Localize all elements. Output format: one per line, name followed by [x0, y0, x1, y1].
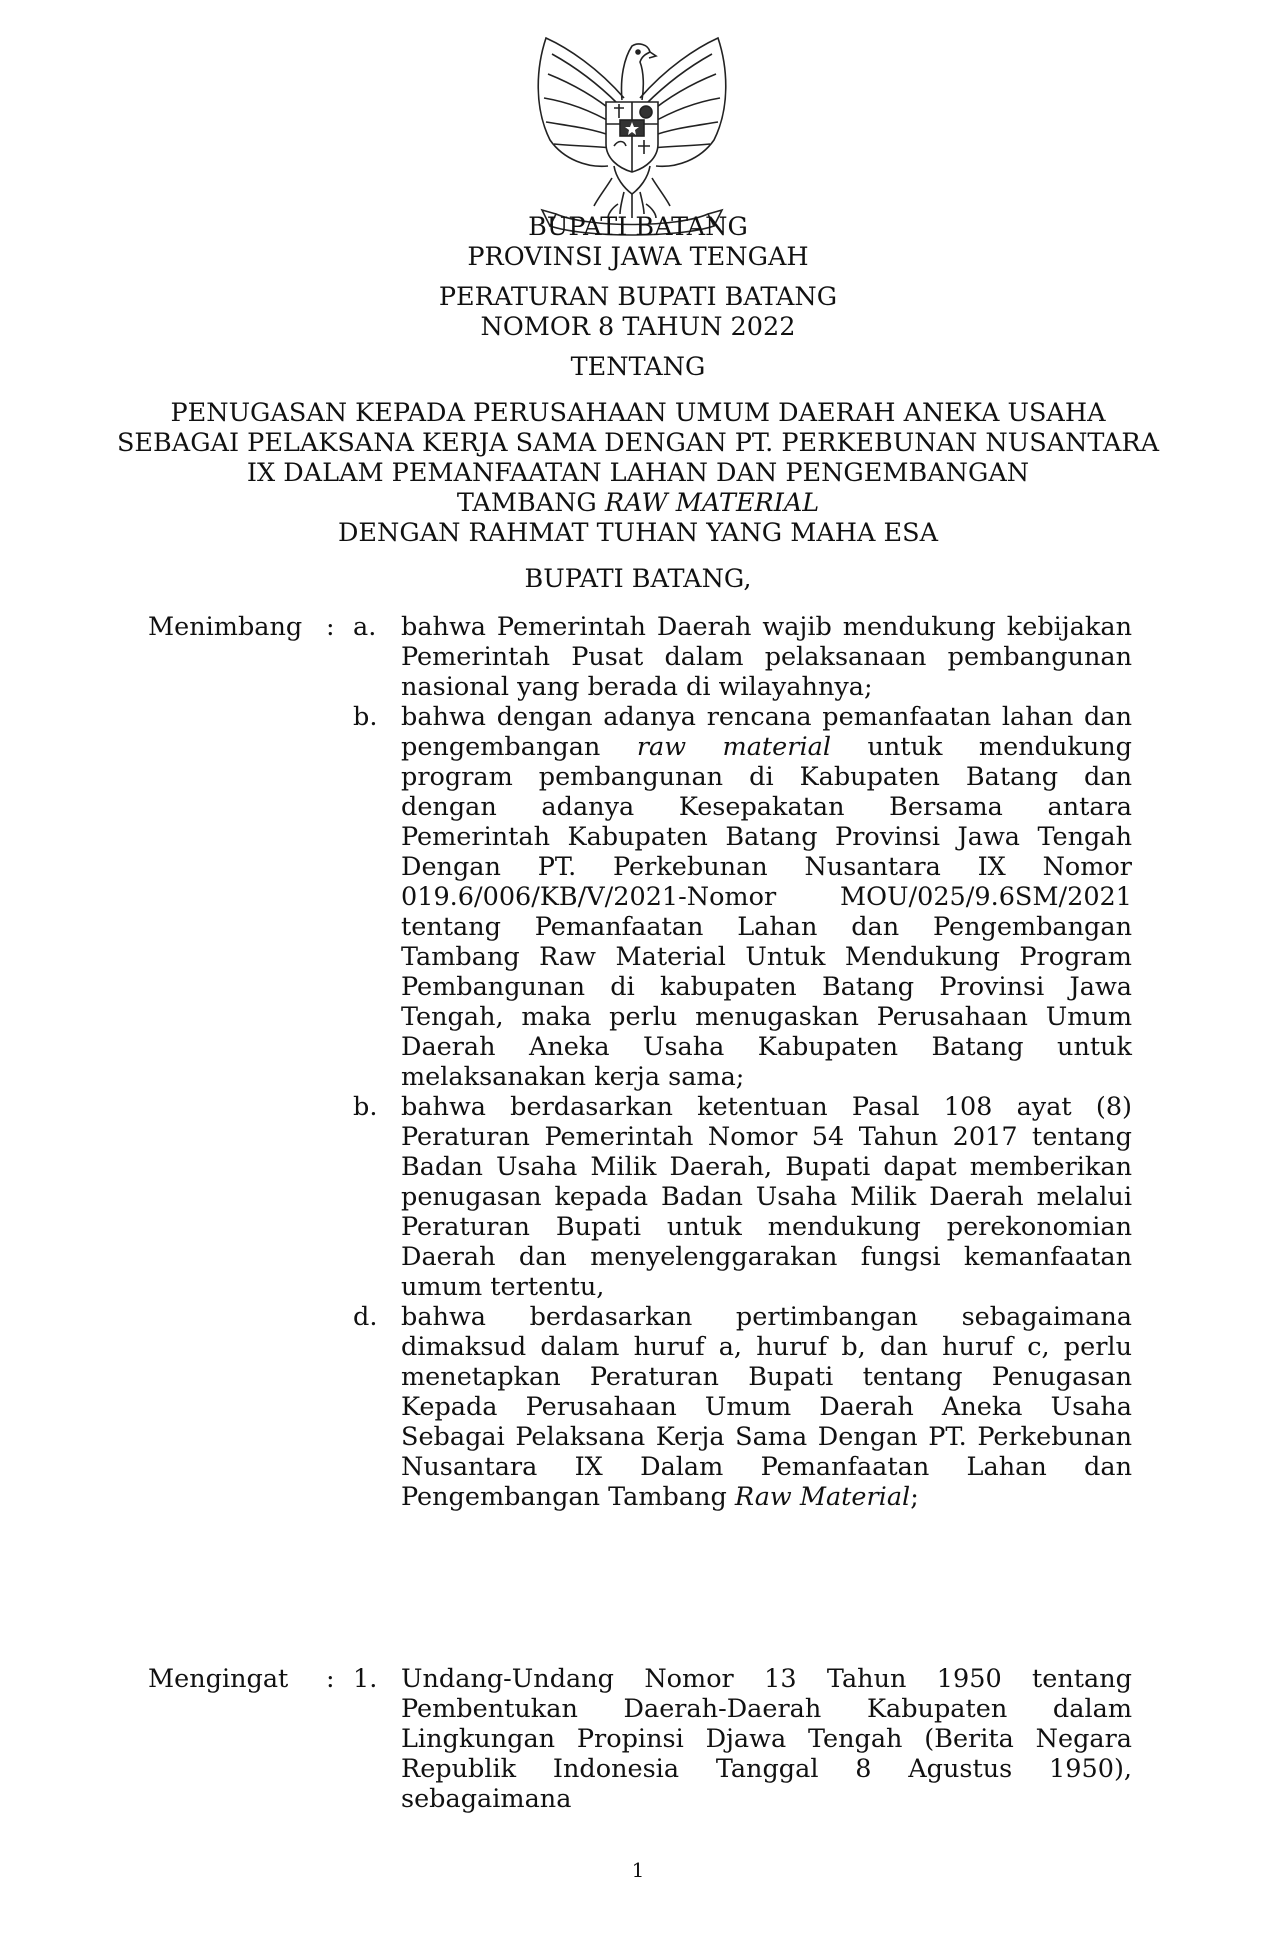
- blessing-line: [0, 518, 1276, 548]
- menimbang-section: [148, 612, 1132, 1512]
- menimbang-label: Menimbang: [148, 612, 303, 642]
- menimbang-item: [353, 612, 1132, 702]
- item-text: [401, 1302, 1132, 1512]
- issuer-line-1: BUPATI BATANG: [528, 212, 748, 242]
- item-marker: b.: [353, 1092, 378, 1122]
- item-text: bahwa Pemerintah Daerah wajib mendukung kebijakan Pemerintah Pusat dalam pelaksanaan pembangunan nasional yang berada di wilayahnya;: [401, 612, 1132, 702]
- garuda-pancasila-emblem: [528, 28, 736, 238]
- subject-line-4: [0, 488, 1276, 518]
- tentang-label: TENTANG: [570, 352, 706, 382]
- issuer-heading: [0, 212, 1276, 272]
- blessing-text: DENGAN RAHMAT TUHAN YANG MAHA ESA: [337, 518, 939, 548]
- item-text: Undang-Undang Nomor 13 Tahun 1950 tentang Pembentukan Daerah-Daerah Kabupaten dalam Lingkungan Propinsi Djawa Tengah (Berita Negara Republik Indonesia Tanggal 8 Agustus 1950), sebagaimana: [401, 1664, 1132, 1814]
- regulation-heading: [0, 282, 1276, 342]
- item-text-pre: bahwa dengan adanya rencana pemanfaatan lahan dan pengembangan: [401, 702, 1132, 762]
- mengingat-label: Mengingat: [148, 1664, 289, 1694]
- menimbang-item: [353, 702, 1132, 1092]
- item-text: [401, 702, 1132, 1092]
- item-text-post: untuk mendukung program pembangunan di Kabupaten Batang dan dengan adanya Kesepakatan Bersama antara Pemerintah Kabupaten Batang Provinsi Jawa Tengah Dengan PT. Perkebunan Nusantara IX Nomor 019.6/006/KB/V/2021-Nomor MOU/025/9.6SM/2021 tentang Pemanfaatan Lahan dan Pengembangan Tambang Raw Material Untuk Mendukung Program Pembangunan di kabupaten Batang Provinsi Jawa Tengah, maka perlu menugaskan Perusahaan Umum Daerah Aneka Usaha Kabupaten Batang untuk melaksanakan kerja sama;: [401, 732, 1132, 1092]
- mengingat-item: [353, 1664, 1132, 1814]
- tentang-heading: [0, 352, 1276, 382]
- menimbang-item: [353, 1302, 1132, 1512]
- menimbang-item: [353, 1092, 1132, 1302]
- mengingat-colon: :: [326, 1664, 335, 1694]
- menimbang-colon: :: [326, 612, 335, 642]
- item-text-italic: raw material: [636, 732, 831, 762]
- regulation-number: NOMOR 8 TAHUN 2022: [480, 312, 796, 342]
- regulation-title: PERATURAN BUPATI BATANG: [438, 282, 838, 312]
- subject-line-2: SEBAGAI PELAKSANA KERJA SAMA DENGAN PT. PERKEBUNAN NUSANTARA: [116, 428, 1160, 458]
- item-text: bahwa berdasarkan ketentuan Pasal 108 ayat (8) Peraturan Pemerintah Nomor 54 Tahun 2017 tentang Badan Usaha Milik Daerah, Bupati dapat memberikan penugasan kepada Badan Usaha Milik Daerah melalui Peraturan Bupati untuk mendukung perekonomian Daerah dan menyelenggarakan fungsi kemanfaatan umum tertentu,: [401, 1092, 1132, 1302]
- item-marker: b.: [353, 702, 378, 732]
- authority-text: BUPATI BATANG,: [524, 564, 752, 594]
- item-marker: d.: [353, 1302, 378, 1332]
- issuer-line-2: PROVINSI JAWA TENGAH: [467, 242, 809, 272]
- page-number: 1: [631, 1858, 645, 1882]
- item-marker: a.: [353, 612, 377, 642]
- subject-line-3: IX DALAM PEMANFAATAN LAHAN DAN PENGEMBANGAN: [246, 458, 1030, 488]
- subject-line-4-text: TAMBANG: [456, 488, 605, 518]
- item-marker: 1.: [353, 1664, 378, 1694]
- item-text-pre: bahwa berdasarkan pertimbangan sebagaimana dimaksud dalam huruf a, huruf b, dan huruf c, perlu menetapkan Peraturan Bupati tentang Penugasan Kepada Perusahaan Umum Daerah Aneka Usaha Sebagai Pelaksana Kerja Sama Dengan PT. Perkebunan Nusantara IX Dalam Pemanfaatan Lahan dan Pengembangan Tambang: [401, 1302, 1132, 1512]
- subject-line-4-italic: RAW MATERIAL: [604, 488, 820, 518]
- authority-line: [0, 564, 1276, 594]
- item-text-post: ;: [910, 1482, 919, 1512]
- regulation-subject: [0, 398, 1276, 518]
- mengingat-section: [148, 1664, 1132, 1814]
- item-text-italic: Raw Material: [734, 1482, 911, 1512]
- subject-line-1: PENUGASAN KEPADA PERUSAHAAN UMUM DAERAH ANEKA USAHA: [170, 398, 1106, 428]
